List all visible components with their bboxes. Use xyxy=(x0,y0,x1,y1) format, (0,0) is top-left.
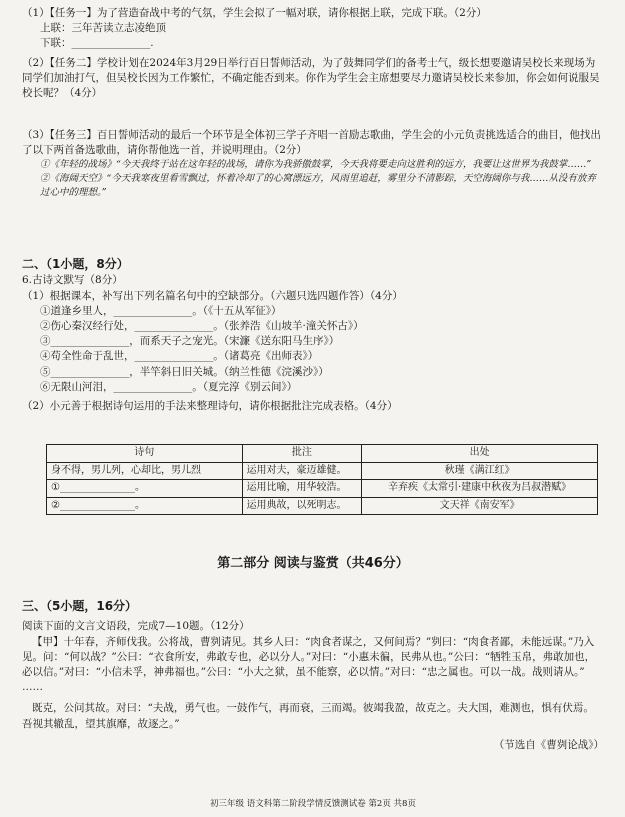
poem-table xyxy=(46,444,598,515)
table-row xyxy=(47,480,598,498)
recite-line-3: ③_______________，而系天子之宠光。（宋濂《送东阳马生序》） xyxy=(40,335,340,348)
task2-question: （2）【任务二】学校计划在2024年3月29日举行百日誓师活动，为了鼓舞同学们的备考士气，级长想要邀请吴校长来现场为同学们加油打气，但吴校长因为工作繁忙，不确定能否到来。你作为学生会主席想要尽力邀请吴校长来参加，你会如何说服吴校长呢？（4分） xyxy=(22,57,600,100)
page-footer: 初三年级 语文科第二阶段学情反馈测试卷 第2页 共8页 xyxy=(210,799,416,809)
task3-block xyxy=(22,128,604,200)
table-cell-note: 运用对夫，豪迈雄健。 xyxy=(242,462,362,480)
passage-source: （节选自《曹刿论战》） xyxy=(493,738,604,751)
section3-title: 三、（5小题，16分） xyxy=(22,599,138,613)
table-cell-poem: ①_______________。 xyxy=(47,480,243,498)
table-cell-note: 运用典故，以死明志。 xyxy=(242,497,362,515)
task1-upper-couplet: 上联：三年苦读立志凌绝顶 xyxy=(40,22,166,35)
recite-line-1: ①道逢乡里人，_______________。（《十五从军征》） xyxy=(40,304,282,317)
recite-line-5: ⑤_______________，半竿斜日旧关城。（纳兰性德《浣溪沙》） xyxy=(40,365,329,378)
recite-line-2: ②伤心秦汉经行处，_______________。（张养浩《山坡羊·潼关怀古》） xyxy=(40,320,364,333)
q6-sub1: （1）根据课本，补写出下列名篇名句中的空缺部分。（六题只选四题作答）（4分） xyxy=(22,289,403,302)
table-row xyxy=(47,462,598,480)
task1-lower-couplet: 下联：_______________. xyxy=(40,37,154,50)
recite-line-4: ④苟全性命于乱世，_______________。（诸葛亮《出师表》） xyxy=(40,350,319,363)
part2-title: 第二部分 阅读与鉴赏（共46分） xyxy=(217,556,409,571)
q6-heading: 6.古诗文默写（8分） xyxy=(22,274,123,287)
table-row xyxy=(47,497,598,515)
task2-block xyxy=(22,56,604,102)
song-option-2: ②《海阔天空》“今天我寒夜里看雪飘过，怀着冷却了的心窝漂远方，风雨里追赶，雾里分不清影踪，天空海阔你与我……从没有放弃过心中的理想。” xyxy=(40,173,596,198)
table-cell-source: 秋瑾《满江红》 xyxy=(362,462,598,480)
footer-block xyxy=(22,798,604,810)
table-header-row xyxy=(47,445,598,463)
recite-line-6: ⑥无限山河泪，_______________。（夏完淳《别云间》） xyxy=(40,380,298,393)
table-header-note: 批注 xyxy=(242,445,362,463)
table-header-poem: 诗句 xyxy=(47,445,243,463)
passage-ellipsis: …… xyxy=(22,681,43,694)
table-cell-source: 文天祥《南安军》 xyxy=(362,497,598,515)
section2-block xyxy=(22,256,604,414)
table-cell-poem: ②_______________。 xyxy=(47,497,243,515)
table-header-source: 出处 xyxy=(362,445,598,463)
table-cell-source: 辛弃疾《太常引·建康中秋夜为吕叔潜赋》 xyxy=(362,480,598,498)
part2-heading-block xyxy=(22,555,604,574)
section3-block xyxy=(22,598,604,753)
section2-title: 二、（1小题，8分） xyxy=(22,257,129,271)
classical-passage-2: 既克，公问其故。对曰：“夫战，勇气也。一鼓作气，再而衰，三而竭。彼竭我盈，故克之。夫大国，难测也，惧有伏焉。吾视其辙乱，望其旗靡，故逐之。” xyxy=(22,702,594,730)
reading-intro: 阅读下面的文言文语段，完成7—10题。（12分） xyxy=(22,620,250,633)
table-cell-poem: 身不得，男儿列，心却比，男儿烈 xyxy=(47,462,243,480)
q6-sub2: （2）小元善于根据诗句运用的手法来整理诗句，请你根据批注完成表格。（4分） xyxy=(22,400,398,413)
task1-block xyxy=(22,6,604,52)
task3-question: （3）【任务三】百日誓师活动的最后一个环节是全体初三学子齐唱一首励志歌曲，学生会的小元负责挑选适合的曲目，他找出了以下两首备选歌曲，请你帮他选一首，并说明理由。（2分） xyxy=(22,129,601,157)
table-cell-note: 运用比喻，用华较浩。 xyxy=(242,480,362,498)
task1-question: （1）【任务一】为了营造奋战中考的气氛，学生会拟了一幅对联，请你根据上联，完成下联。（2分） xyxy=(22,7,487,19)
classical-passage-1: 【甲】十年春，齐师伐我。公将战，曹刿请见。其乡人曰：“肉食者谋之，又何间焉？”刿曰：“肉食者鄙，未能远谋。”乃入见。问：“何以战？”公曰：“衣食所安，弗敢专也，必以分人。”对曰：“小惠未徧，民弗从也。”公曰：“牺牲玉帛，弗敢加也，必以信。”对曰：“小信未孚，神弗福也。”公曰：“小大之狱，虽不能察，必以情。”对曰：“忠之属也。可以一战。战则请从。” xyxy=(22,635,596,679)
song-option-1: ①《年轻的战场》“今天我终于站在这年轻的战场，请你为我骄傲鼓掌，今天我将要走向这胜利的远方，我要让这世界为我鼓掌……” xyxy=(40,159,592,171)
